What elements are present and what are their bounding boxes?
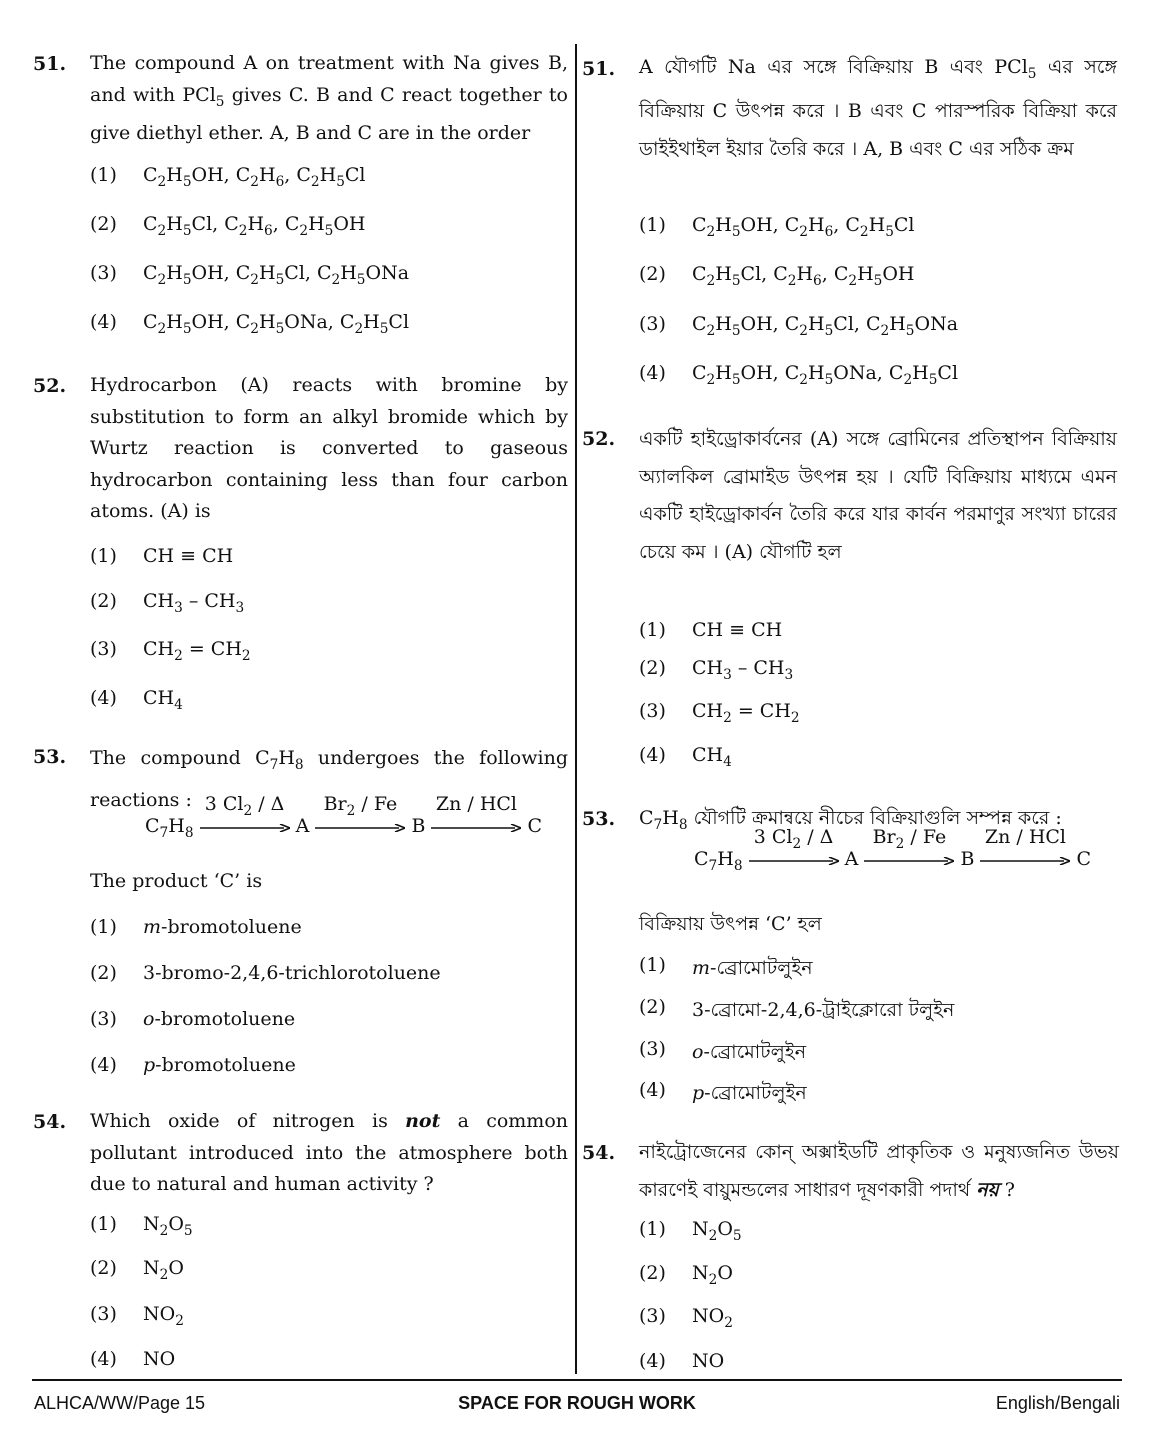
page-id: ALHCA/WW/Page 15 <box>34 1393 206 1413</box>
question-text: Which oxide of nitrogen is not a common pollutant introduced into the atmosphere both due to natural and human activity ? <box>90 1110 569 1195</box>
question-text: একটি হাইড্রোকার্বনের (A) সঙ্গে ব্রোমিনের প্রতিস্থাপন বিক্রিয়ায় অ্যালকিল ব্রোমাইড উৎপন্ন হয় । যেটি বিক্রিয়ায় মাধ্যমে এমন একটি হাইড্রোকার্বন তৈরি করে যার কার্বন পরমাণুর সংখ্যা চারের চেয়ে কম । (A) যৌগটি হল <box>639 428 1117 563</box>
question-number: 52. <box>582 428 616 450</box>
question-number: 54. <box>582 1142 616 1164</box>
question-number: 52. <box>33 375 67 397</box>
language-label: English/Bengali <box>995 1393 1120 1413</box>
question-number: 53. <box>582 808 616 830</box>
reaction-scheme: $C_7H_8$ 3 $Cl_2$ / Δ A $Br_2$ / Fe B Zn / HCl C <box>145 793 543 841</box>
question-text: নাইট্রোজেনের কোন্ অক্সাইডটি প্রাকৃতিক ও মনুষ্যজনিত উভয় কারণেই বায়ুমন্ডলের সাধারণ দূষণকারী পদার্থ নয় ? <box>639 1141 1119 1201</box>
question-text: The compound A on treatment with Na gives B, and with PCl$_5$ gives C. B and C react together to give diethyl ether. A, B and C are in the order <box>90 52 568 144</box>
column-divider <box>575 44 577 1374</box>
page-footer <box>32 1379 1122 1413</box>
question-followup: বিক্রিয়ায় উৎপন্ন ‘C’ হল <box>639 913 822 935</box>
question-text: A যৌগটি Na এর সঙ্গে বিক্রিয়ায় B এবং PCl$_5$ এর সঙ্গে বিক্রিয়ায় C উৎপন্ন করে । B এবং C পারস্পরিক বিক্রিয়া করে ডাইইথাইল ইয়ার তৈরি করে । A, B এবং C এর সঠিক ক্রম <box>639 56 1117 160</box>
question-number: 54. <box>33 1111 67 1133</box>
question-text: $C_7H_8$ যৌগটি ক্রমান্বয়ে নীচের বিক্রিয়াগুলি সম্পন্ন করে : <box>639 807 1062 833</box>
rough-work-label: SPACE FOR ROUGH WORK <box>458 1393 696 1413</box>
question-text: The compound $C_7H_8$ undergoes the following reactions : <box>90 747 568 811</box>
question-number: 51. <box>33 53 67 75</box>
question-text: Hydrocarbon (A) reacts with bromine by substitution to form an alkyl bromide which by Wurtz reaction is converted to gaseous hydrocarbon containing less than four carbon atoms. (A) is <box>90 374 568 522</box>
reaction-scheme: $C_7H_8$ 3 $Cl_2$ / Δ A $Br_2$ / Fe B Zn / HCl C <box>694 826 1092 874</box>
question-number: 53. <box>33 746 67 768</box>
question-number: 51. <box>582 58 616 80</box>
question-followup: The product ‘C’ is <box>90 870 263 892</box>
